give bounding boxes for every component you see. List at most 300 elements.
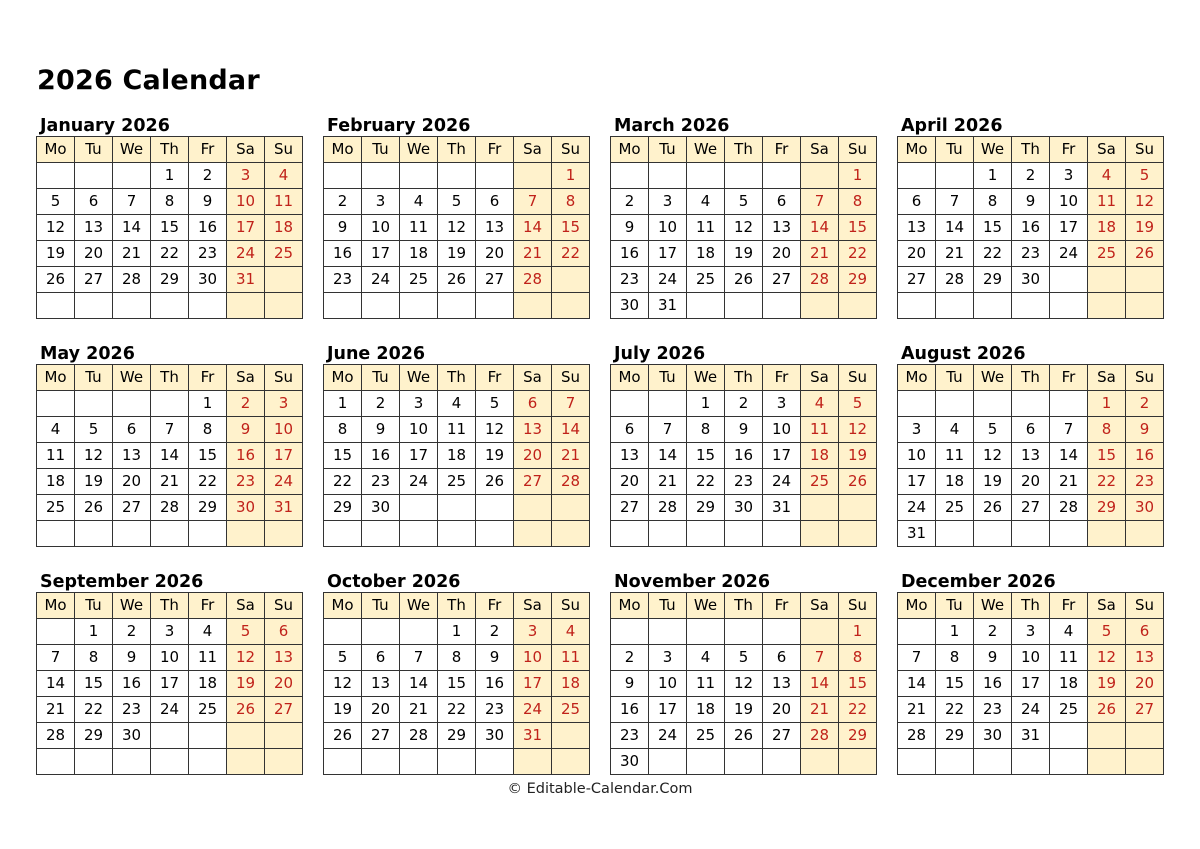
day-cell: 2 xyxy=(1012,163,1050,189)
weekday-header: Fr xyxy=(1050,365,1088,391)
day-cell xyxy=(1012,293,1050,319)
day-cell: 25 xyxy=(552,697,590,723)
day-cell xyxy=(725,293,763,319)
day-cell xyxy=(37,749,75,775)
day-cell xyxy=(324,619,362,645)
day-cell: 18 xyxy=(1050,671,1088,697)
day-cell xyxy=(649,163,687,189)
day-cell: 27 xyxy=(611,495,649,521)
month-title: June 2026 xyxy=(327,344,426,364)
day-cell: 24 xyxy=(763,469,801,495)
week-row xyxy=(37,189,303,215)
weekday-header: We xyxy=(113,365,151,391)
day-cell: 26 xyxy=(1126,241,1164,267)
month-6 xyxy=(323,344,590,547)
day-cell: 3 xyxy=(362,189,400,215)
day-cell: 22 xyxy=(839,697,877,723)
day-cell: 4 xyxy=(189,619,227,645)
day-cell: 9 xyxy=(974,645,1012,671)
day-cell: 25 xyxy=(265,241,303,267)
day-cell: 28 xyxy=(1050,495,1088,521)
day-cell xyxy=(1088,293,1126,319)
day-cell xyxy=(649,521,687,547)
day-cell: 24 xyxy=(1050,241,1088,267)
day-cell: 24 xyxy=(227,241,265,267)
day-cell: 15 xyxy=(936,671,974,697)
day-cell: 9 xyxy=(1126,417,1164,443)
day-cell: 22 xyxy=(974,241,1012,267)
day-cell: 12 xyxy=(839,417,877,443)
month-table xyxy=(897,592,1164,775)
day-cell: 28 xyxy=(113,267,151,293)
day-cell: 26 xyxy=(974,495,1012,521)
weekday-header: Fr xyxy=(476,365,514,391)
weekday-header: We xyxy=(400,137,438,163)
weekday-header: Su xyxy=(552,137,590,163)
week-row xyxy=(611,671,877,697)
day-cell: 28 xyxy=(649,495,687,521)
day-cell xyxy=(649,749,687,775)
weekday-header: Sa xyxy=(514,137,552,163)
day-cell xyxy=(438,749,476,775)
day-cell: 8 xyxy=(552,189,590,215)
day-cell xyxy=(1050,749,1088,775)
day-cell: 3 xyxy=(514,619,552,645)
day-cell: 19 xyxy=(438,241,476,267)
day-cell xyxy=(113,749,151,775)
day-cell: 17 xyxy=(1012,671,1050,697)
day-cell: 19 xyxy=(725,697,763,723)
day-cell: 11 xyxy=(801,417,839,443)
day-cell: 31 xyxy=(763,495,801,521)
day-cell xyxy=(1088,521,1126,547)
week-row xyxy=(324,391,590,417)
day-cell: 1 xyxy=(687,391,725,417)
month-2 xyxy=(323,116,590,319)
day-cell: 20 xyxy=(265,671,303,697)
day-cell: 19 xyxy=(37,241,75,267)
day-cell: 2 xyxy=(227,391,265,417)
day-cell: 22 xyxy=(687,469,725,495)
day-cell: 26 xyxy=(725,723,763,749)
day-cell: 9 xyxy=(725,417,763,443)
day-cell xyxy=(763,521,801,547)
day-cell: 26 xyxy=(324,723,362,749)
month-table xyxy=(323,592,590,775)
weekday-header: We xyxy=(974,593,1012,619)
week-row xyxy=(37,645,303,671)
week-row xyxy=(611,443,877,469)
day-cell: 15 xyxy=(75,671,113,697)
day-cell: 11 xyxy=(438,417,476,443)
day-cell: 14 xyxy=(552,417,590,443)
month-title: August 2026 xyxy=(901,344,1026,364)
day-cell: 1 xyxy=(974,163,1012,189)
day-cell: 13 xyxy=(265,645,303,671)
weekday-header-row xyxy=(611,365,877,391)
day-cell: 4 xyxy=(552,619,590,645)
weekday-header: Th xyxy=(438,365,476,391)
day-cell xyxy=(898,391,936,417)
day-cell: 14 xyxy=(37,671,75,697)
day-cell: 23 xyxy=(725,469,763,495)
day-cell xyxy=(552,267,590,293)
day-cell xyxy=(687,293,725,319)
day-cell: 29 xyxy=(438,723,476,749)
day-cell xyxy=(649,391,687,417)
day-cell xyxy=(974,391,1012,417)
weekday-header-row xyxy=(37,365,303,391)
day-cell xyxy=(265,293,303,319)
week-row xyxy=(37,749,303,775)
day-cell: 6 xyxy=(476,189,514,215)
day-cell: 7 xyxy=(649,417,687,443)
week-row xyxy=(324,163,590,189)
month-title: January 2026 xyxy=(40,116,170,136)
day-cell: 4 xyxy=(265,163,303,189)
weekday-header: Tu xyxy=(362,365,400,391)
day-cell: 18 xyxy=(687,241,725,267)
week-row xyxy=(898,189,1164,215)
day-cell: 18 xyxy=(189,671,227,697)
day-cell: 18 xyxy=(936,469,974,495)
day-cell: 21 xyxy=(113,241,151,267)
day-cell xyxy=(189,293,227,319)
day-cell: 28 xyxy=(801,723,839,749)
day-cell xyxy=(898,749,936,775)
day-cell: 13 xyxy=(514,417,552,443)
week-row xyxy=(611,189,877,215)
day-cell xyxy=(438,495,476,521)
day-cell: 2 xyxy=(476,619,514,645)
day-cell: 16 xyxy=(725,443,763,469)
day-cell: 14 xyxy=(113,215,151,241)
week-row xyxy=(611,391,877,417)
day-cell: 21 xyxy=(898,697,936,723)
day-cell xyxy=(400,749,438,775)
weekday-header: Tu xyxy=(936,137,974,163)
day-cell: 21 xyxy=(1050,469,1088,495)
weekday-header: We xyxy=(400,593,438,619)
day-cell: 17 xyxy=(1050,215,1088,241)
day-cell xyxy=(1088,749,1126,775)
day-cell: 10 xyxy=(265,417,303,443)
weekday-header: Su xyxy=(1126,137,1164,163)
day-cell xyxy=(725,749,763,775)
day-cell xyxy=(151,521,189,547)
week-row xyxy=(37,521,303,547)
day-cell: 28 xyxy=(552,469,590,495)
day-cell: 12 xyxy=(1088,645,1126,671)
day-cell xyxy=(687,521,725,547)
day-cell: 9 xyxy=(227,417,265,443)
weekday-header: Fr xyxy=(189,137,227,163)
month-7 xyxy=(610,344,877,547)
weekday-header: We xyxy=(113,137,151,163)
day-cell: 29 xyxy=(75,723,113,749)
day-cell: 16 xyxy=(974,671,1012,697)
weekday-header: Mo xyxy=(37,593,75,619)
day-cell: 4 xyxy=(801,391,839,417)
day-cell xyxy=(801,619,839,645)
weekday-header: Sa xyxy=(514,593,552,619)
week-row xyxy=(37,723,303,749)
day-cell: 19 xyxy=(1088,671,1126,697)
day-cell: 22 xyxy=(189,469,227,495)
day-cell xyxy=(265,749,303,775)
day-cell: 9 xyxy=(324,215,362,241)
day-cell: 18 xyxy=(801,443,839,469)
day-cell: 11 xyxy=(1088,189,1126,215)
day-cell: 17 xyxy=(649,697,687,723)
day-cell: 21 xyxy=(400,697,438,723)
day-cell: 11 xyxy=(552,645,590,671)
day-cell: 26 xyxy=(476,469,514,495)
day-cell: 27 xyxy=(898,267,936,293)
week-row xyxy=(324,697,590,723)
weekday-header: Sa xyxy=(227,137,265,163)
day-cell xyxy=(37,163,75,189)
day-cell: 14 xyxy=(649,443,687,469)
day-cell: 12 xyxy=(725,671,763,697)
weekday-header: Su xyxy=(839,593,877,619)
day-cell xyxy=(1126,749,1164,775)
day-cell: 25 xyxy=(1088,241,1126,267)
month-1 xyxy=(36,116,303,319)
weekday-header: Su xyxy=(1126,365,1164,391)
day-cell: 6 xyxy=(763,645,801,671)
day-cell xyxy=(1012,749,1050,775)
day-cell: 28 xyxy=(801,267,839,293)
day-cell xyxy=(898,293,936,319)
day-cell: 14 xyxy=(1050,443,1088,469)
weekday-header: Su xyxy=(1126,593,1164,619)
weekday-header-row xyxy=(611,137,877,163)
day-cell: 24 xyxy=(265,469,303,495)
day-cell: 25 xyxy=(936,495,974,521)
day-cell: 3 xyxy=(400,391,438,417)
day-cell: 10 xyxy=(649,671,687,697)
weekday-header: Mo xyxy=(324,365,362,391)
day-cell xyxy=(476,749,514,775)
day-cell: 10 xyxy=(763,417,801,443)
weekday-header: Fr xyxy=(763,365,801,391)
day-cell: 1 xyxy=(1088,391,1126,417)
day-cell xyxy=(113,521,151,547)
day-cell xyxy=(75,163,113,189)
day-cell: 1 xyxy=(936,619,974,645)
day-cell xyxy=(227,293,265,319)
day-cell xyxy=(839,749,877,775)
day-cell: 2 xyxy=(725,391,763,417)
day-cell: 14 xyxy=(801,671,839,697)
day-cell: 4 xyxy=(1050,619,1088,645)
weekday-header: Sa xyxy=(801,593,839,619)
weekday-header: Sa xyxy=(801,137,839,163)
weekday-header-row xyxy=(324,593,590,619)
day-cell xyxy=(763,749,801,775)
day-cell: 3 xyxy=(763,391,801,417)
weekday-header: Mo xyxy=(37,137,75,163)
day-cell: 28 xyxy=(898,723,936,749)
day-cell: 3 xyxy=(1050,163,1088,189)
week-row xyxy=(37,417,303,443)
day-cell: 14 xyxy=(801,215,839,241)
day-cell: 23 xyxy=(1012,241,1050,267)
day-cell xyxy=(1050,521,1088,547)
day-cell: 16 xyxy=(1012,215,1050,241)
day-cell: 26 xyxy=(37,267,75,293)
weekday-header: Tu xyxy=(936,365,974,391)
day-cell xyxy=(476,293,514,319)
day-cell: 29 xyxy=(324,495,362,521)
weekday-header: We xyxy=(113,593,151,619)
week-row xyxy=(324,645,590,671)
week-row xyxy=(324,495,590,521)
weekday-header: Tu xyxy=(75,137,113,163)
month-table xyxy=(323,364,590,547)
day-cell: 16 xyxy=(113,671,151,697)
weekday-header: Sa xyxy=(514,365,552,391)
weekday-header: Mo xyxy=(324,593,362,619)
week-row xyxy=(611,697,877,723)
day-cell: 21 xyxy=(151,469,189,495)
weekday-header: Mo xyxy=(37,365,75,391)
day-cell: 25 xyxy=(687,723,725,749)
day-cell: 12 xyxy=(324,671,362,697)
day-cell: 27 xyxy=(763,267,801,293)
week-row xyxy=(898,241,1164,267)
week-row xyxy=(324,241,590,267)
day-cell xyxy=(514,163,552,189)
day-cell xyxy=(801,293,839,319)
day-cell: 19 xyxy=(839,443,877,469)
day-cell: 7 xyxy=(1050,417,1088,443)
weekday-header: Th xyxy=(1012,365,1050,391)
day-cell: 30 xyxy=(227,495,265,521)
day-cell xyxy=(151,293,189,319)
day-cell xyxy=(725,619,763,645)
day-cell: 23 xyxy=(113,697,151,723)
day-cell: 19 xyxy=(324,697,362,723)
day-cell xyxy=(400,293,438,319)
weekday-header: Th xyxy=(151,137,189,163)
month-3 xyxy=(610,116,877,319)
day-cell: 8 xyxy=(1088,417,1126,443)
week-row xyxy=(898,215,1164,241)
day-cell: 5 xyxy=(725,189,763,215)
day-cell: 25 xyxy=(189,697,227,723)
day-cell: 27 xyxy=(75,267,113,293)
day-cell: 22 xyxy=(936,697,974,723)
day-cell: 31 xyxy=(898,521,936,547)
week-row xyxy=(611,749,877,775)
day-cell: 18 xyxy=(37,469,75,495)
day-cell xyxy=(476,495,514,521)
day-cell: 4 xyxy=(687,189,725,215)
day-cell xyxy=(324,521,362,547)
day-cell xyxy=(514,293,552,319)
day-cell xyxy=(936,391,974,417)
day-cell: 6 xyxy=(514,391,552,417)
day-cell: 22 xyxy=(438,697,476,723)
weekday-header: Th xyxy=(1012,593,1050,619)
day-cell xyxy=(151,723,189,749)
month-table xyxy=(323,136,590,319)
weekday-header: Fr xyxy=(476,137,514,163)
weekday-header: We xyxy=(400,365,438,391)
weekday-header: We xyxy=(687,137,725,163)
day-cell: 4 xyxy=(936,417,974,443)
day-cell xyxy=(1088,267,1126,293)
day-cell: 23 xyxy=(476,697,514,723)
day-cell xyxy=(898,619,936,645)
day-cell: 22 xyxy=(552,241,590,267)
day-cell: 6 xyxy=(265,619,303,645)
day-cell: 14 xyxy=(400,671,438,697)
week-row xyxy=(898,619,1164,645)
day-cell xyxy=(649,619,687,645)
weekday-header: Tu xyxy=(362,137,400,163)
month-table xyxy=(897,364,1164,547)
week-row xyxy=(37,215,303,241)
day-cell: 19 xyxy=(1126,215,1164,241)
month-10 xyxy=(323,572,590,775)
day-cell: 24 xyxy=(400,469,438,495)
weekday-header: Fr xyxy=(1050,137,1088,163)
day-cell xyxy=(514,749,552,775)
day-cell: 13 xyxy=(763,215,801,241)
day-cell: 19 xyxy=(75,469,113,495)
day-cell: 7 xyxy=(801,645,839,671)
day-cell: 8 xyxy=(974,189,1012,215)
day-cell: 7 xyxy=(400,645,438,671)
day-cell xyxy=(552,293,590,319)
day-cell: 17 xyxy=(898,469,936,495)
day-cell: 20 xyxy=(75,241,113,267)
day-cell: 23 xyxy=(362,469,400,495)
day-cell: 21 xyxy=(514,241,552,267)
day-cell: 21 xyxy=(801,697,839,723)
day-cell: 5 xyxy=(438,189,476,215)
day-cell: 15 xyxy=(438,671,476,697)
week-row xyxy=(37,469,303,495)
week-row xyxy=(611,469,877,495)
day-cell xyxy=(974,749,1012,775)
week-row xyxy=(611,293,877,319)
day-cell: 18 xyxy=(1088,215,1126,241)
day-cell: 25 xyxy=(1050,697,1088,723)
day-cell: 15 xyxy=(324,443,362,469)
weekday-header: Su xyxy=(552,365,590,391)
week-row xyxy=(611,215,877,241)
day-cell: 1 xyxy=(324,391,362,417)
day-cell xyxy=(611,521,649,547)
day-cell xyxy=(75,521,113,547)
week-row xyxy=(37,163,303,189)
day-cell xyxy=(362,293,400,319)
day-cell: 2 xyxy=(324,189,362,215)
day-cell: 21 xyxy=(649,469,687,495)
weekday-header: We xyxy=(974,137,1012,163)
day-cell: 9 xyxy=(611,215,649,241)
weekday-header: Su xyxy=(552,593,590,619)
day-cell: 1 xyxy=(839,619,877,645)
day-cell: 8 xyxy=(189,417,227,443)
day-cell: 27 xyxy=(265,697,303,723)
week-row xyxy=(898,443,1164,469)
day-cell: 25 xyxy=(801,469,839,495)
